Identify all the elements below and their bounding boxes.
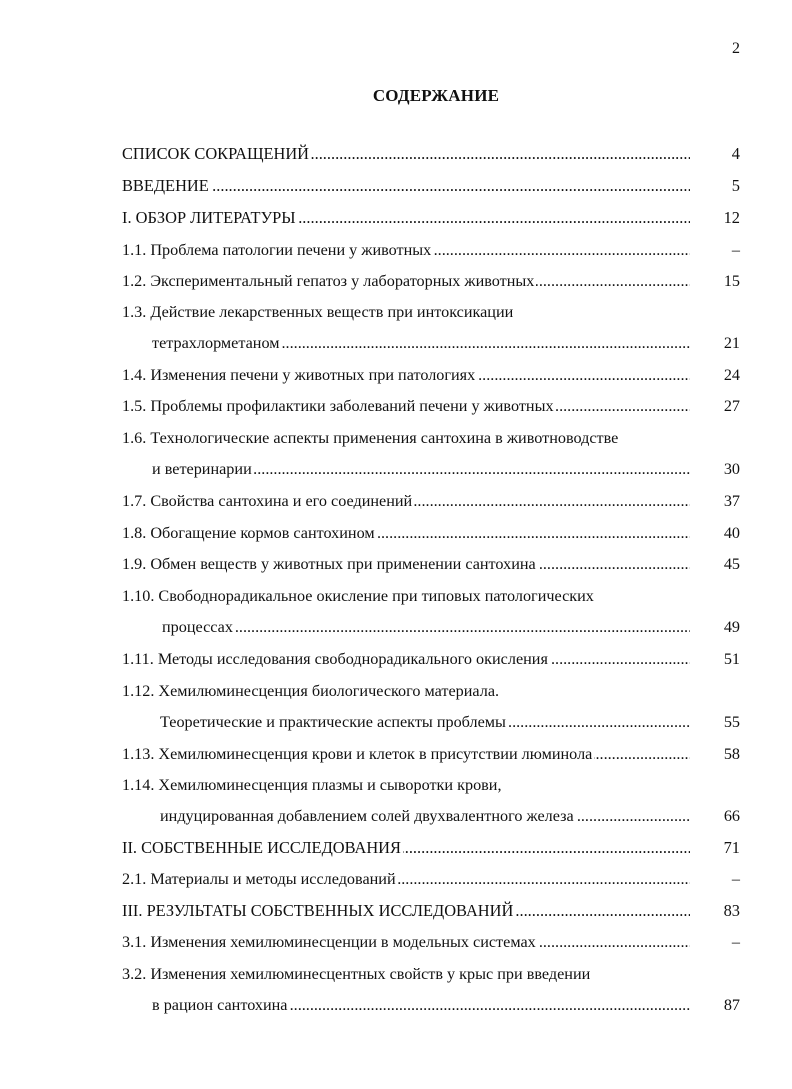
toc-entry-page: 5 — [731, 176, 740, 195]
toc-entry-title-line — [122, 428, 618, 448]
toc-entry-text: процессах — [162, 618, 233, 636]
toc-entry-text: 1.9. Обмен веществ у животных при применении сантохина — [122, 555, 536, 573]
toc-entry-page: 49 — [723, 618, 740, 636]
toc-entry-title-last-line — [122, 240, 690, 260]
toc-entry-text: 1.8. Обогащение кормов сантохином — [122, 524, 375, 542]
toc-entry-title-last-line — [122, 176, 690, 196]
toc-title: СОДЕРЖАНИЕ — [372, 86, 500, 105]
toc-entry-text: 1.12. Хемилюминесценция биологического материала. — [122, 682, 500, 700]
toc-entry-title-last-line — [162, 617, 690, 637]
toc-entry-page: 83 — [723, 901, 740, 920]
toc-entry-text: Теоретические и практические аспекты проблемы — [160, 713, 506, 731]
toc-entry-title-last-line — [122, 901, 690, 921]
toc-entry-text: в рацион сантохина — [152, 996, 288, 1014]
toc-entry-text: II. СОБСТВЕННЫЕ ИССЛЕДОВАНИЯ — [122, 838, 401, 857]
toc-entry-page: – — [731, 933, 740, 951]
toc-entry-text: тетрахлорметаном — [152, 334, 280, 352]
toc-entry-page: 4 — [731, 144, 740, 163]
toc-entry-text: 1.13. Хемилюминесценция крови и клеток в присутствии люминола — [122, 745, 593, 763]
toc-entry-title-last-line — [122, 649, 690, 669]
toc-entry-page: 66 — [723, 807, 740, 825]
toc-entry-title-last-line — [122, 932, 690, 952]
toc-entry-title-line — [122, 775, 502, 795]
toc-entry-text: 1.7. Свойства сантохина и его соединений — [122, 492, 413, 510]
toc-entry-page: 58 — [723, 745, 740, 763]
toc-entry-title-last-line — [122, 208, 690, 228]
toc-entry-title-last-line — [152, 995, 690, 1015]
toc-entry-title-last-line — [122, 396, 690, 416]
toc-entry-title-last-line — [122, 838, 690, 858]
toc-entry-text: I. ОБЗОР ЛИТЕРАТУРЫ — [122, 208, 296, 227]
toc-entry-text: индуцированная добавлением солей двухвалентного железа — [160, 807, 574, 825]
toc-entry-page: 71 — [723, 838, 740, 857]
toc-entry-title-last-line — [152, 333, 690, 353]
toc-entry-page: 55 — [723, 713, 740, 731]
toc-entry-page: 15 — [723, 272, 740, 290]
toc-entry-title-last-line — [122, 365, 690, 385]
toc-entry-title-last-line — [122, 491, 690, 511]
toc-entry-page: 27 — [723, 397, 740, 415]
toc-entry-title-last-line — [122, 271, 690, 291]
toc-entry-text: III. РЕЗУЛЬТАТЫ СОБСТВЕННЫХ ИССЛЕДОВАНИЙ — [122, 901, 514, 920]
toc-entry-page: 40 — [723, 524, 740, 542]
page-number: 2 — [732, 40, 740, 57]
toc-entry-title-line — [122, 586, 594, 606]
toc-entry-text: 1.5. Проблемы профилактики заболеваний печени у животных — [122, 397, 554, 415]
toc-entry-page: 12 — [723, 208, 740, 227]
toc-entry-title-line — [122, 964, 590, 984]
toc-entry-title-last-line — [160, 806, 690, 826]
toc-entry-text: 1.1. Проблема патологии печени у животных — [122, 241, 432, 259]
toc-entry-text: ВВЕДЕНИЕ — [122, 176, 209, 195]
toc-entry-title-last-line — [122, 554, 690, 574]
toc-entry-title-last-line — [122, 744, 690, 764]
toc-entry-text: 1.4. Изменения печени у животных при патологиях — [122, 366, 476, 384]
toc-entry-page: 37 — [723, 492, 740, 510]
toc-entry-page: – — [731, 870, 740, 888]
toc-entry-text: 1.14. Хемилюминесценция плазмы и сыворотки крови, — [122, 776, 502, 794]
toc-entry-title-last-line — [122, 144, 690, 164]
toc-entry-page: 30 — [723, 460, 740, 478]
toc-entry-text: 1.10. Свободнорадикальное окисление при типовых патологических — [122, 587, 594, 605]
toc-entry-page: 24 — [723, 366, 740, 384]
toc-entry-title-line — [122, 302, 513, 322]
toc-entry-page: 51 — [723, 650, 740, 668]
toc-entry-title-last-line — [122, 869, 690, 889]
toc-entry-text: и ветеринарии — [152, 460, 252, 478]
toc-entry-text: СПИСОК СОКРАЩЕНИЙ — [122, 144, 310, 163]
toc-entry-text: 1.6. Технологические аспекты применения сантохина в животноводстве — [122, 429, 619, 447]
toc-entry-page: 21 — [723, 334, 740, 352]
toc-entry-text: 3.2. Изменения хемилюминесцентных свойств у крыс при введении — [122, 965, 591, 983]
toc-entry-page: 45 — [723, 555, 740, 573]
toc-entry-text: 3.1. Изменения хемилюминесценции в модельных системах — [122, 933, 536, 951]
toc-entry-title-last-line — [122, 523, 690, 543]
toc-entry-text: 1.3. Действие лекарственных веществ при интоксикации — [122, 303, 514, 321]
toc-entry-page: – — [731, 241, 740, 259]
toc-entry-title-line — [122, 681, 499, 701]
toc-entry-page: 87 — [723, 996, 740, 1014]
toc-entry-title-last-line — [160, 712, 690, 732]
toc-entry-title-last-line — [152, 459, 690, 479]
toc-entry-text: 1.11. Методы исследования свободнорадикального окисления — [122, 650, 548, 668]
toc-entry-text: 2.1. Материалы и методы исследований — [122, 870, 396, 888]
toc-entry-text: 1.2. Экспериментальный гепатоз у лабораторных животных — [122, 272, 535, 290]
